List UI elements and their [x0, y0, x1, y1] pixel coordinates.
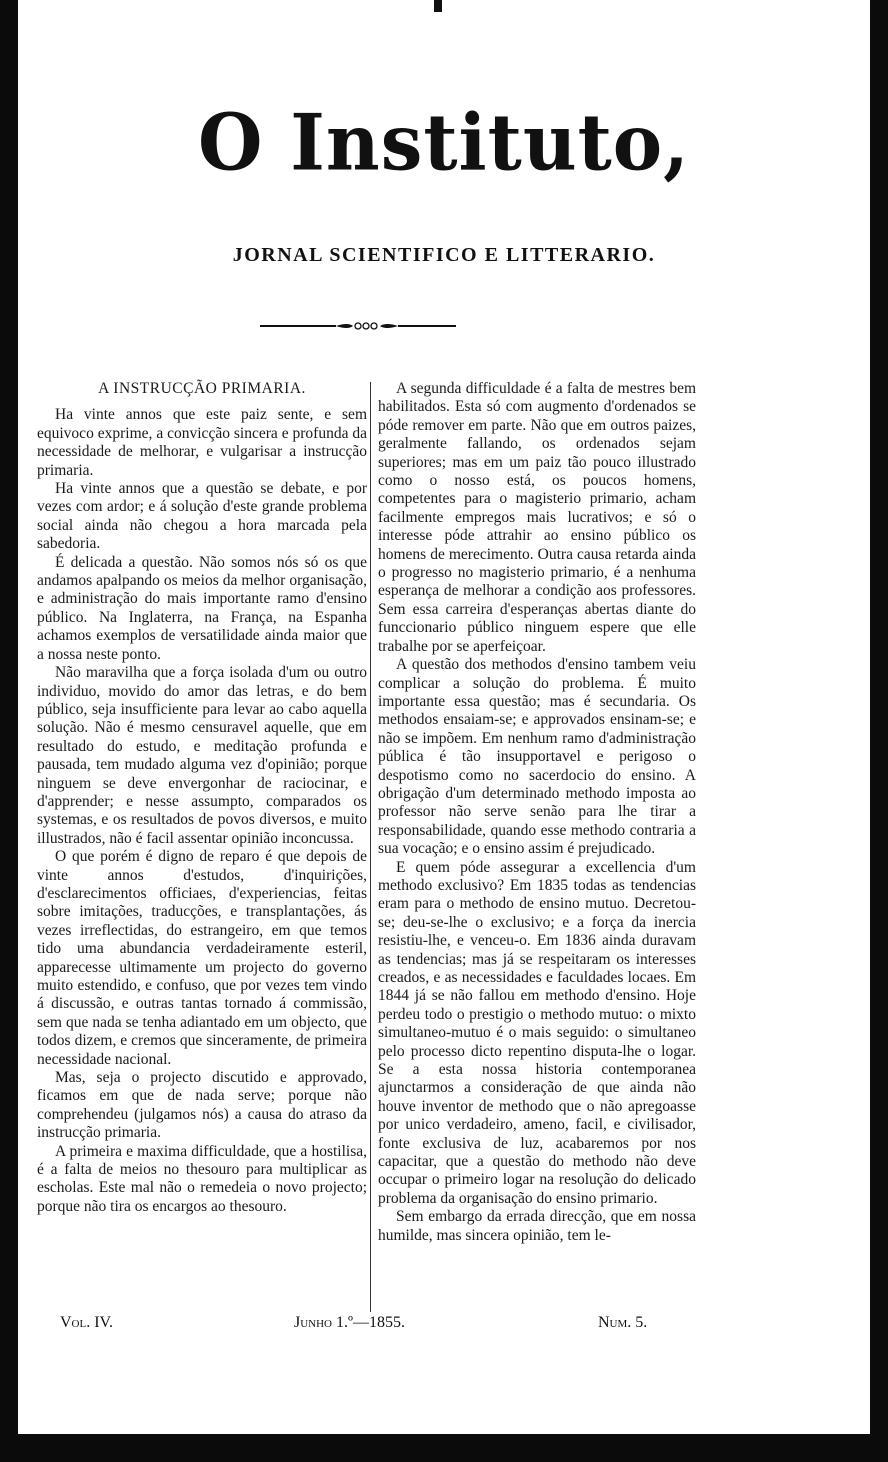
- paragraph: E quem póde assegurar a excellencia d'um methodo exclusivo? Em 1835 todas as tendencias eram para o methodo de ensino mutuo. Decretou-se; deu-se-lhe o exclusivo; e a força da inercia resistiu-lhe, e venceu-o. Em 1836 ainda duravam as tendencias; mas já se respeitaram os interesses creados, e as necessidades e faculdades locaes. Em 1844 já se não fallou em methodo d'ensino. Hoje perdeu todo o prestigio o methodo mutuo: o mixto simultaneo-mutuo é o mais seguido: o simultaneo pelo processo dicto repentino disputa-lhe o logar. Se a esta nossa historia contemporanea ajunctarmos a consideração de que ainda não houve inventor de methodo que o não apregoasse por unico verdadeiro, ameno, facil, e civilisador, fonte exclusiva de luz, acabaremos por nos capacitar, que a questão do methodo não deve occupar o primeiro logar na resolução do delicado problema da organisação do ensino primario.: [378, 858, 696, 1207]
- masthead-subtitle: JORNAL SCIENTIFICO E LITTERARIO.: [232, 244, 656, 266]
- paragraph: Sem embargo da errada direcção, que em nossa humilde, mas sincera opinião, tem le-: [378, 1208, 696, 1244]
- paragraph: A questão dos methodos d'ensino tambem veiu complicar a solução do problema. É muito importante essa questão; mas é secundaria. Os methodos ensaiam-se; e approvados ensinam-se; e não se impõem. Em nenhum ramo d'administração pública é tão insupportavel e perigoso o despotismo como no sacerdocio do ensino. A obrigação d'um determinado methodo imposta ao professor não serve senão para lhe tirar a responsabilidade, quando esse methodo contraria a sua vocação; e o ensino assim é prejudicado.: [378, 656, 696, 858]
- masthead-title: O Instituto,: [198, 97, 690, 189]
- paragraph: Ha vinte annos que a questão se debate, e por vezes com ardor; e á solução d'este grande problema social ainda não chegou a hora marcada pela sabedoria.: [37, 480, 367, 553]
- issue-date: Junho 1.º—1855.: [294, 1314, 405, 1331]
- article-column-right: [378, 380, 696, 1245]
- article-column-left: [37, 380, 367, 1216]
- paragraph: Não maravilha que a força isolada d'um ou outro individuo, movido do amor das letras, e do bem público, seja insufficiente para levar ao cabo aquella solução. Não é mesmo censuravel aquelle, que em resultado do estudo, e meditação profunda e pausada, tem mudado alguma vez d'opinião; porque ninguem se deve envergonhar de raciocinar, e d'apprender; e nesse assumpto, comparados os systemas, e os resultados de povos diversos, e muito illustrados, não é facil assentar opinião inconcussa.: [37, 664, 367, 847]
- page-footer: [60, 1314, 680, 1336]
- paragraph: A primeira e maxima difficuldade, que a hostilisa, é a falta de meios no thesouro para multiplicar as escholas. Este mal não o remedeia o novo projecto; porque não tira os encargos ao thesouro.: [37, 1142, 367, 1215]
- volume-label: Vol. IV.: [60, 1314, 114, 1331]
- paragraph: É delicada a questão. Não somos nós só os que andamos apalpando os meios da melhor organisação, e administração do mais importante ramo d'ensino público. Na Inglaterra, na França, na Espanha achamos exemplos de versatilidade ainda maior que a nossa neste ponto.: [37, 553, 367, 663]
- paragraph: Mas, seja o projecto discutido e approvado, ficamos em que de nada serve; porque não comprehendeu (julgamos nós) a causa do atraso da instrucção primaria.: [37, 1069, 367, 1142]
- paragraph: A segunda difficuldade é a falta de mestres bem habilitados. Esta só com augmento d'ordenados se póde remover em parte. Não que em outros paizes, geralmente fallando, os ordenados sejam superiores; mas em um paiz tão pouco illustrado como o nosso está, os poucos homens, competentes para o magisterio primario, acham facilmente empregos mais lucrativos; e só o interesse póde attrahir ao ensino público os homens de merecimento. Outra causa retarda ainda o progresso no magisterio primario, é a nenhuma esperança de melhorar a condição aos professores. Sem essa carreira d'esperanças abertas diante do funccionario público ninguem espere que elle trabalhe por se aperfeiçoar.: [378, 380, 696, 655]
- paragraph: Ha vinte annos que este paiz sente, e sem equivoco exprime, a convicção sincera e profunda da necessidade de melhorar, e vulgarisar a instrucção primaria.: [37, 406, 367, 479]
- ornament-divider: [258, 322, 458, 330]
- printer-mark: [434, 0, 442, 12]
- paragraph: O que porém é digno de reparo é que depois de vinte annos d'estudos, d'inquirições, d'esclarecimentos officiaes, d'experiencias, feitas sobre imitações, traducções, e transplantações, ás vezes irreflectidas, do estrangeiro, em que temos tido uma abundancia verdadeiramente esteril, apparecesse ultimamente um projecto do governo muito estendido, e confuso, que por vezes tem vindo á discussão, e outras tantas tornado á commissão, sem que nada se tenha adiantado em um objecto, que todos dizem, e cremos que sinceramente, de primeira necessidade nacional.: [37, 848, 367, 1068]
- article-heading: A INSTRUCÇÃO PRIMARIA.: [98, 380, 306, 397]
- issue-number: Num. 5.: [598, 1314, 648, 1331]
- column-rule: [370, 382, 371, 1312]
